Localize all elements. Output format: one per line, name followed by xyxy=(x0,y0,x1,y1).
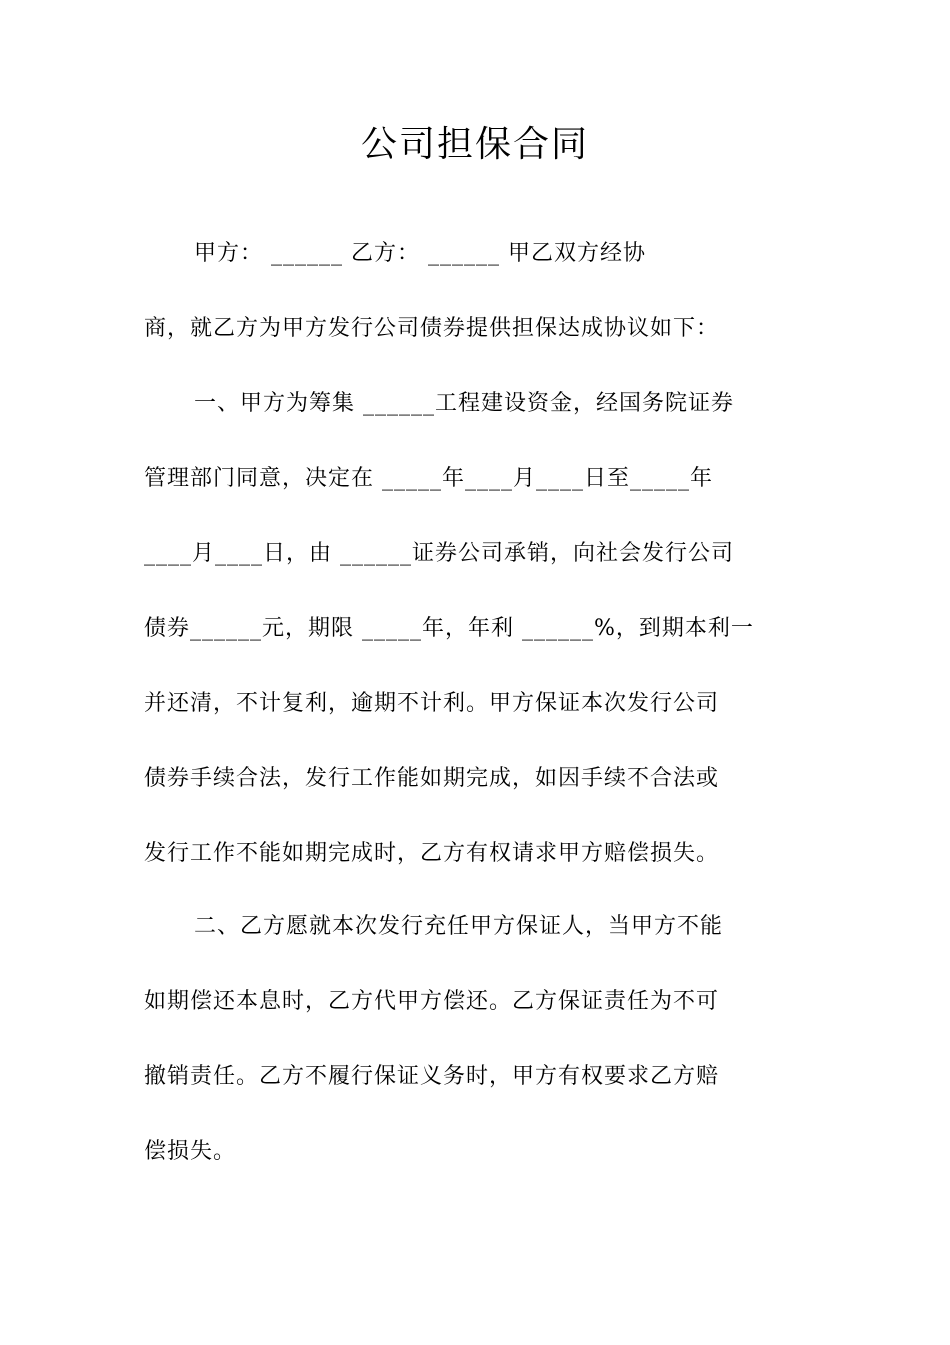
paragraph-line: 一、甲方为筹集 ______工程建设资金，经国务院证券 xyxy=(194,391,734,416)
paragraph-line: 二、乙方愿就本次发行充任甲方保证人，当甲方不能 xyxy=(194,914,724,939)
paragraph-line: 债券______元，期限 _____年，年利 ______%，到期本利一 xyxy=(144,616,754,641)
paragraph-line: 甲方： ______ 乙方： ______ 甲乙双方经协 xyxy=(194,241,646,266)
paragraph-line: 撤销责任。乙方不履行保证义务时，甲方有权要求乙方赔 xyxy=(144,1064,720,1089)
paragraph-line: 债券手续合法，发行工作能如期完成，如因手续不合法或 xyxy=(144,766,720,791)
paragraph-line: 并还清，不计复利，逾期不计利。甲方保证本次发行公司 xyxy=(144,691,720,716)
paragraph-line: 发行工作不能如期完成时，乙方有权请求甲方赔偿损失。 xyxy=(144,841,720,866)
paragraph-line: 管理部门同意，决定在 _____年____月____日至_____年 xyxy=(144,466,713,491)
paragraph-line: 商，就乙方为甲方发行公司债券提供担保达成协议如下： xyxy=(144,316,720,341)
paragraph-line: 偿损失。 xyxy=(144,1139,237,1164)
paragraph-line: 如期偿还本息时，乙方代甲方偿还。乙方保证责任为不可 xyxy=(144,989,720,1014)
document-title: 公司担保合同 xyxy=(360,124,589,165)
paragraph-line: ____月____日，由 ______证券公司承销，向社会发行公司 xyxy=(144,541,734,566)
